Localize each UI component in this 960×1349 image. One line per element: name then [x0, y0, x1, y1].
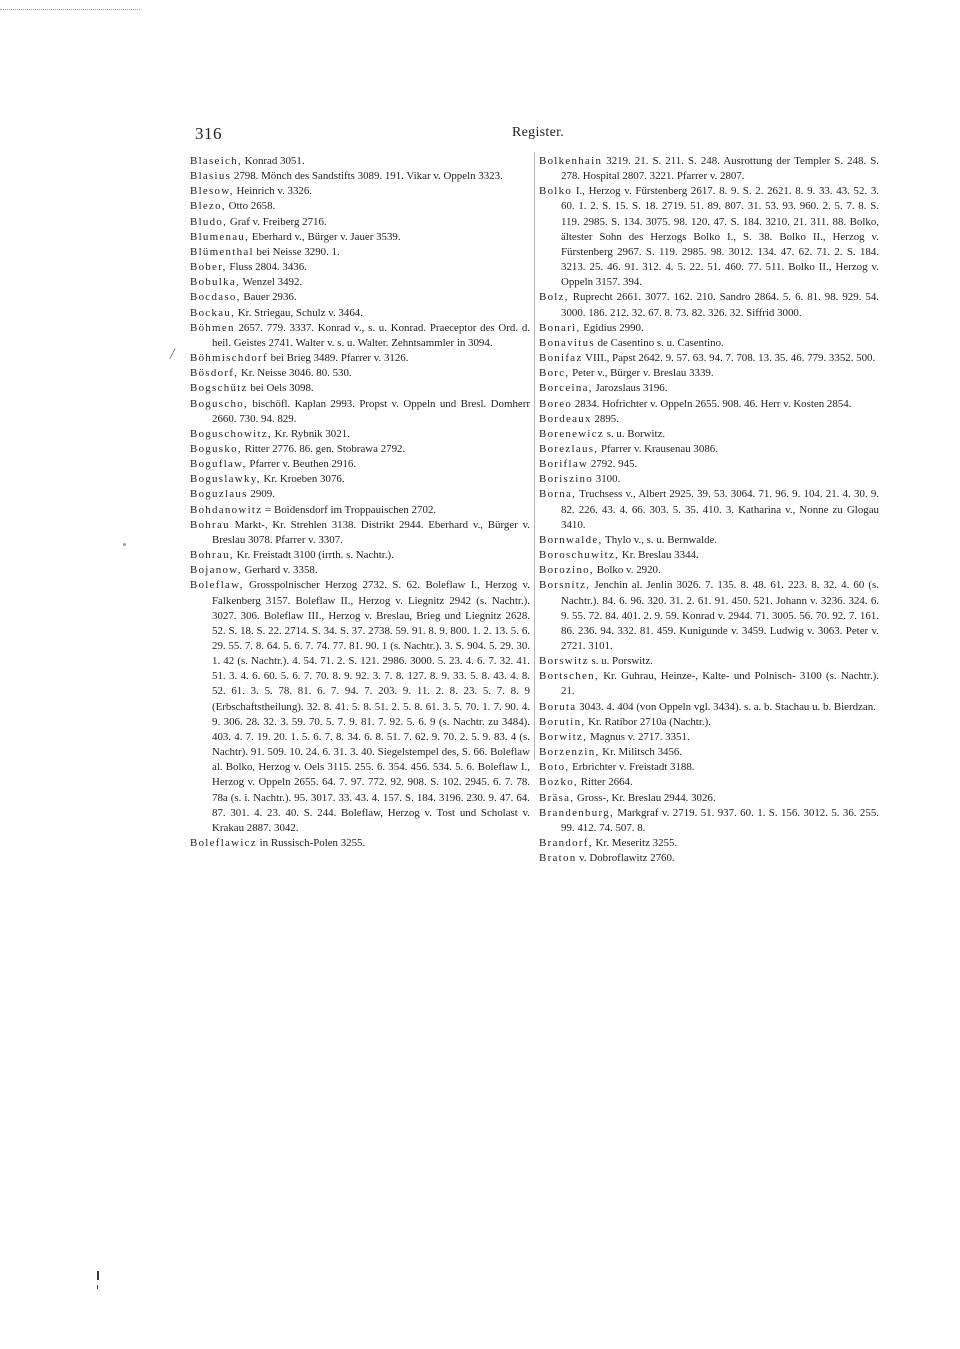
entry-headword: Blezo, [190, 200, 226, 213]
entry-text: 2792. 945. [588, 458, 638, 471]
register-entry [539, 730, 879, 745]
entry-text: Kr. Rybnik 3021. [271, 427, 350, 440]
entry-text: Kr. Striegau, Schulz v. 3464. [235, 306, 363, 319]
register-entry [190, 169, 530, 184]
register-entry [539, 457, 879, 472]
register-entry [190, 366, 530, 381]
entry-headword: Boroschuwitz, [539, 549, 620, 562]
register-entry [539, 578, 879, 654]
entry-headword: Bozko, [539, 776, 578, 789]
register-entry [539, 760, 879, 775]
register-entry [539, 836, 879, 851]
register-column-right [539, 154, 879, 866]
entry-text: Pfarrer v. Beuthen 2916. [246, 458, 357, 471]
entry-headword: Boleflawicz [190, 837, 257, 850]
register-entry [190, 578, 530, 836]
register-entry [539, 412, 879, 427]
register-entry [539, 336, 879, 351]
entry-headword: Bober, [190, 261, 227, 274]
entry-text: Kr. Militsch 3456. [599, 746, 683, 759]
entry-headword: Bockau, [190, 306, 236, 319]
entry-headword: Borc, [539, 367, 570, 380]
entry-text: bischöfl. Kaplan 2993. Propst v. Oppeln und Bresl. Domherr 2660. 730. 94. 829. [212, 397, 530, 425]
entry-headword: Braton [539, 852, 577, 865]
edge-mark [97, 1271, 99, 1280]
entry-text: Ritter 2664. [577, 776, 633, 789]
entry-text: Kr. Meseritz 3255. [592, 837, 678, 850]
register-entry [539, 851, 879, 866]
entry-text: s. u. Porswitz. [588, 655, 653, 668]
entry-text: Kr. Ratibor 2710a (Nachtr.). [585, 715, 711, 728]
entry-text: Jenchin al. Jenlin 3026. 7. 135. 8. 48. 61. 223. 8. 32. 4. 60 (s. Nachtr.). 84. 6. 96. 320. 31. 2. 61. 91. 450. 521. Johann v. 3236. 324. 6. 9. 55. 72. 84. 401. 2. 9. 59. Konrad v. 2944. 71. 3005. 56. 70. 92. 7. 161. 86. 236. 94. 332. 81. 459. Kunigunde v. 3459. Ludwig v. 3063. Peter v. 2721. 3101. [561, 579, 879, 652]
register-entry [190, 381, 530, 396]
entry-text: Jarozslaus 3196. [592, 382, 668, 395]
register-entry [539, 381, 879, 396]
register-entry [190, 518, 530, 548]
entry-text: Otto 2658. [225, 200, 276, 213]
entry-headword: Böhmischdorf [190, 352, 268, 365]
entry-headword: Boguzlaus [190, 488, 248, 501]
entry-text: bei Oels 3098. [247, 382, 314, 395]
margin-dot [123, 543, 126, 546]
register-entry [190, 184, 530, 199]
register-entry [190, 503, 530, 518]
entry-headword: Bornwalde, [539, 533, 603, 546]
entry-text: Magnus v. 2717. 3351. [587, 730, 690, 743]
register-column-left [190, 154, 530, 851]
entry-text: VIII., Papst 2642. 9. 57. 63. 94. 7. 708. 13. 35. 46. 779. 3352. 500. [582, 352, 876, 365]
entry-headword: Bolz, [539, 291, 569, 304]
register-entry [539, 745, 879, 760]
entry-text: Bauer 2936. [240, 291, 297, 304]
entry-headword: Boleflaw, [190, 579, 244, 592]
entry-text: Gross-, Kr. Breslau 2944. 3026. [574, 791, 716, 804]
entry-text: Graf v. Freiberg 2716. [227, 215, 327, 228]
entry-headword: Borozino, [539, 564, 594, 577]
register-entry [190, 563, 530, 578]
entry-headword: Bösdorf, [190, 367, 239, 380]
entry-text: 3100. [593, 473, 621, 486]
entry-headword: Blesow, [190, 185, 234, 198]
register-entry [539, 321, 879, 336]
register-entry [539, 548, 879, 563]
entry-headword: Bolkenhain [539, 155, 603, 167]
entry-text: Truchsess v., Albert 2925. 39. 53. 3064. 71. 96. 9. 104. 21. 4. 30. 9. 82. 226. 43. 4. 66. 303. 5. 35. 410. 3. Katharina v., Nonne zu Glogau 3410. [561, 488, 879, 531]
entry-headword: Bobulka, [190, 276, 241, 289]
entry-text: Eberhard v., Bürger v. Jauer 3539. [249, 230, 401, 243]
entry-text: Heinrich v. 3326. [233, 185, 313, 198]
running-head: Register. [512, 125, 565, 140]
entry-text: Konrad 3051. [241, 155, 305, 167]
register-entry [190, 260, 530, 275]
entry-headword: Bohdanowitz [190, 503, 263, 516]
register-entry [190, 230, 530, 245]
entry-headword: Böhmen [190, 321, 235, 334]
entry-text: Erbrichter v. Freistadt 3188. [569, 761, 695, 774]
entry-text: 3219. 21. S. 211. S. 248. Ausrottung der Templer S. 248. S. 278. Hospital 2807. 3221. Pfarrer v. 2807. [561, 155, 879, 183]
entry-headword: Bogusko, [190, 442, 242, 455]
entry-text: Peter v., Bürger v. Breslau 3339. [569, 367, 714, 380]
register-entry [539, 791, 879, 806]
entry-text: in Russisch-Polen 3255. [256, 837, 366, 850]
entry-headword: Borna, [539, 488, 577, 501]
entry-headword: Blaseich, [190, 155, 242, 167]
entry-text: Grosspolnischer Herzog 2732. S. 62. Boleflaw I., Herzog v. Falkenberg 3157. Boleflaw II., Herzog v. Liegnitz 2942 (s. Nachtr.). 3027. 306. Boleflaw III., Herzog v. Breslau, Brieg und Liegnitz 2628. 52. S. 18. S. 22. 2714. S. 34. S. 37. 2738. 59. 91. 8. 9. 800. 1. 2. 13. 5. 6. 29. 55. 7. 8. 64. 5. 6. 7. 74. 77. 81. 90. 1 (s. Nachtr.). 3. S. 904. 5. 29. 30. 1. 42 (s. Nachtr.). 4. 54. 71. 2. S. 121. 2986. 3000. 5. 23. 4. 6. 7. 32. 41. 51. 3. 4. 6. 60. 5. 6. 7. 70. 8. 9. 92. 3. 7. 8. 127. 8. 9. 33. 5. 8. 43. 4. 8. 52. 61. 3. 5. 78. 81. 6. 7. 94. 7. 203. 9. 11. 2. 8. 23. 5. 7. 8. 9 (Erbschaftstheilung). 32. 8. 41. 5. 8. 51. 2. 5. 8. 61. 3. 5. 70. 1. 7. 90. 4. 9. 306. 28. 32. 3. 59. 70. 5. 7. 9. 81. 7. 92. 5. 6. 9 (s. Nachtr. zu 3484). 403. 4. 7. 19. 20. 1. 5. 6. 7. 8. 34. 6. 8. 51. 7. 62. 9. 70. 2. 5. 9. 83. 4 (s. Nachtr). 91. 509. 10. 24. 6. 31. 3. 40. Siegelstempel des, S. 66. Boleflaw al. Bolko, Herzog v. Oels 3115. 255. 6. 354. 456. 534. 5. 6. Boleflaw I., Herzog v. Oppeln 2655. 64. 7. 97. 772. 92. 908. S. 102. 2945. 6. 7. 78. 78a (s. i. Nachtr.). 95. 3017. 33. 43. 4. 157. S. 184. 3196. 230. 9. 47. 64. 87. 301. 4. 23. 40. S. 244. Boleflaw, Herzog v. Tost und Scholast v. Krakau 2887. 3042. [212, 579, 530, 834]
entry-text: Pfarrer v. Krausenau 3086. [598, 442, 718, 455]
register-entry [539, 654, 879, 669]
entry-text: Ruprecht 2661. 3077. 162. 210. Sandro 2864. 5. 6. 81. 98. 929. 54. 3000. 186. 212. 32. 67. 8. 73. 82. 326. 32. Siffrid 3000. [561, 291, 879, 319]
scan-artifact [0, 9, 140, 24]
entry-headword: Boguslawky, [190, 473, 261, 486]
register-entry [539, 154, 879, 184]
register-entry [190, 290, 530, 305]
entry-headword: Boruta [539, 700, 577, 713]
entry-headword: Borswitz [539, 655, 589, 668]
entry-text: Ritter 2776. 86. gen. Stobrawa 2792. [241, 442, 406, 455]
register-entry [539, 563, 879, 578]
register-entry [190, 836, 530, 851]
page-number: 316 [195, 124, 222, 143]
register-entry [539, 366, 879, 381]
entry-text: 2798. Mönch des Sandstifts 3089. 191. Vikar v. Oppeln 3323. [231, 170, 503, 183]
register-entry [539, 487, 879, 532]
entry-text: de Casentino s. u. Casentino. [594, 336, 724, 349]
register-entry [539, 427, 879, 442]
register-entry [190, 245, 530, 260]
entry-text: s. u. Borwitz. [604, 427, 666, 440]
register-entry [190, 275, 530, 290]
entry-headword: Borenewicz [539, 427, 605, 440]
entry-headword: Bräsa, [539, 791, 575, 804]
entry-text: Bolko v. 2920. [593, 564, 661, 577]
register-entry [539, 715, 879, 730]
register-entry [190, 321, 530, 351]
entry-headword: Brandorf, [539, 837, 593, 850]
entry-headword: Blumenau, [190, 230, 250, 243]
entry-text: bei Neisse 3290. 1. [253, 245, 340, 258]
register-entry [190, 457, 530, 472]
entry-headword: Boguflaw, [190, 458, 247, 471]
register-entry [539, 351, 879, 366]
entry-headword: Bortschen, [539, 670, 599, 683]
register-entry [190, 199, 530, 214]
entry-headword: Bohrau, [190, 549, 234, 562]
register-entry [190, 397, 530, 427]
entry-text: 3043. 4. 404 (von Oppeln vgl. 3434). s. a. b. Stachau u. b. Bierdzan. [576, 700, 876, 713]
entry-headword: Borceina, [539, 382, 593, 395]
entry-text: 2909. [247, 488, 275, 501]
entry-headword: Bocdaso, [190, 291, 241, 304]
register-entry [539, 290, 879, 320]
entry-headword: Bolko [539, 185, 573, 198]
register-entry [539, 442, 879, 457]
entry-text: Kr. Guhrau, Heinze-, Kalte- und Polnisch- 3100 (s. Nachtr.). 21. [561, 670, 879, 698]
entry-headword: Boguscho, [190, 397, 248, 410]
register-entry [190, 351, 530, 366]
pencil-mark: / [170, 346, 175, 363]
entry-headword: Bonifaz [539, 352, 583, 365]
entry-text: Kr. Neisse 3046. 80. 530. [238, 367, 352, 380]
entry-headword: Borezlaus, [539, 442, 599, 455]
register-entry [190, 548, 530, 563]
entry-text: Wenzel 3492. [240, 276, 303, 289]
register-entry [539, 669, 879, 699]
entry-headword: Bonari, [539, 321, 581, 334]
register-entry [539, 397, 879, 412]
entry-text: Kr. Breslau 3344. [619, 549, 699, 562]
entry-text: Kr. Kroeben 3076. [260, 473, 345, 486]
entry-text: 2895. [591, 412, 619, 425]
register-entry [190, 306, 530, 321]
entry-headword: Blasius [190, 170, 232, 183]
entry-text: Thylo v., s. u. Bernwalde. [602, 533, 718, 546]
entry-headword: Boreo [539, 397, 573, 410]
register-entry [190, 487, 530, 502]
entry-headword: Bonavitus [539, 336, 595, 349]
entry-headword: Bordeaux [539, 412, 592, 425]
entry-headword: Bojanow, [190, 564, 242, 577]
register-entry [539, 533, 879, 548]
entry-headword: Borutin, [539, 715, 586, 728]
register-entry [190, 154, 530, 169]
register-entry [190, 472, 530, 487]
entry-headword: Boto, [539, 761, 570, 774]
entry-text: bei Brieg 3489. Pfarrer v. 3126. [267, 352, 409, 365]
register-entry [539, 806, 879, 836]
entry-headword: Boriszino [539, 473, 594, 486]
register-entry [539, 472, 879, 487]
entry-text: Kr. Freistadt 3100 (irrth. s. Nachtr.). [233, 549, 394, 562]
entry-text: 2657. 779. 3337. Konrad v., s. u. Konrad. Praeceptor des Ord. d. heil. Geistes 2741. Walter v. s. u. Walter. Zehntsammler in 3094. [212, 321, 530, 349]
entry-headword: Bohrau [190, 518, 230, 531]
entry-text: Gerhard v. 3358. [241, 564, 318, 577]
register-entry [539, 775, 879, 790]
entry-text: = Boidensdorf im Troppauischen 2702. [262, 503, 437, 516]
entry-text: Markgraf v. 2719. 51. 937. 60. 1. S. 156. 3012. 5. 36. 255. 99. 412. 74. 507. 8. [561, 806, 879, 834]
entry-text: Fluss 2804. 3436. [226, 261, 307, 274]
register-entry [190, 427, 530, 442]
edge-mark [97, 1285, 98, 1289]
entry-headword: Brandenburg, [539, 806, 614, 819]
entry-headword: Bogschütz [190, 382, 248, 395]
entry-headword: Borwitz, [539, 730, 588, 743]
entry-text: v. Dobroflawitz 2760. [576, 852, 675, 865]
entry-headword: Borsnitz, [539, 579, 591, 592]
entry-text: Egidius 2990. [580, 321, 644, 334]
entry-text: Markt-, Kr. Strehlen 3138. Distrikt 2944. Eberhard v., Bürger v. Breslau 3078. Pfarrer v. 3307. [212, 518, 530, 546]
column-divider [534, 152, 535, 760]
entry-text: I., Herzog v. Fürstenberg 2617. 8. 9. S. 2. 2621. 8. 9. 33. 43. 52. 3. 60. 1. 2. S. 15. S. 18. 2719. 51. 89. 807. 31. 53. 93. 960. 2. 5. 7. 8. S. 119. 2985. S. 134. 3075. 98. 120. 47. S. 184. 3210. 21. 311. 88. Bolko, ältester Sohn des Herzogs Bolko I., S. 38. Bolko II., Herzog v. Fürstenberg 2967. S. 119. 2985. 98. 3012. 134. 47. 62. 71. 2. S. 184. 3213. 25. 46. 91. 312. 4. 5. 22. 51. 460. 77. 511. Bolko II., Herzog v. Oppeln 3157. 394. [561, 185, 879, 289]
entry-headword: Boriflaw [539, 458, 589, 471]
entry-headword: Borzenzin, [539, 746, 600, 759]
entry-text: 2834. Hofrichter v. Oppeln 2655. 908. 46. Herr v. Kosten 2854. [572, 397, 852, 410]
entry-headword: Blümenthal [190, 245, 254, 258]
register-entry [190, 442, 530, 457]
register-entry [539, 184, 879, 290]
register-entry [539, 700, 879, 715]
entry-headword: Boguschowitz, [190, 427, 272, 440]
register-entry [190, 215, 530, 230]
entry-headword: Bludo, [190, 215, 228, 228]
